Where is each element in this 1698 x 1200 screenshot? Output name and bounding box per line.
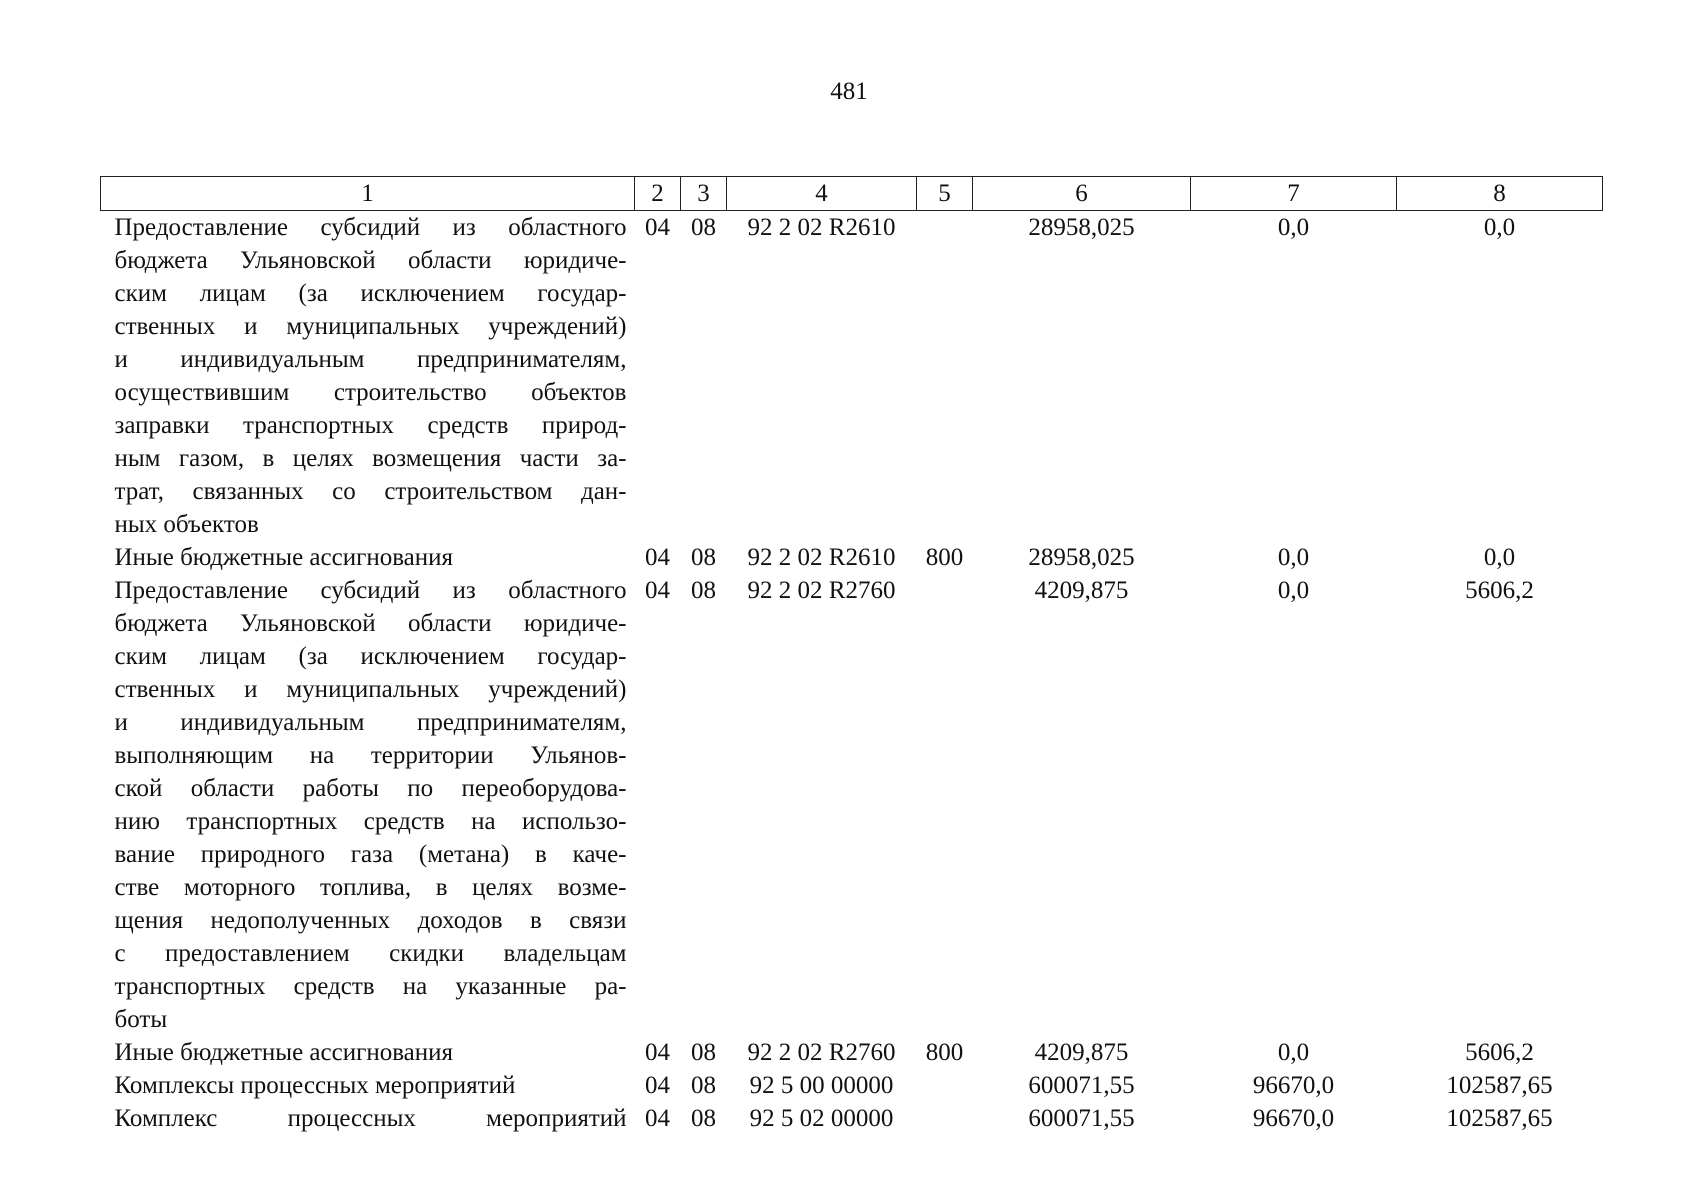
description-line: заправки транспортных средств природ-: [114, 412, 627, 439]
amount-col-7: 0,0: [1277, 544, 1310, 571]
expense-type-code: 800: [925, 544, 964, 571]
expense-type-code: 800: [925, 1039, 964, 1066]
description-line: боты: [114, 1006, 168, 1033]
amount-col-6: 4209,875: [1034, 577, 1129, 604]
subsection-code: 08: [691, 577, 716, 604]
amount-col-8: 0,0: [1483, 544, 1516, 571]
section-code: 04: [645, 1072, 670, 1099]
subsection-code: 08: [691, 1039, 716, 1066]
amount-col-7: 0,0: [1277, 214, 1310, 241]
table-row: [101, 541, 1603, 574]
table-header-row: [101, 177, 1603, 211]
header-col-2: 2: [635, 177, 681, 211]
description-line: ским лицам (за исключением государ-: [114, 280, 627, 307]
description-line: Предоставление субсидий из областного: [114, 214, 627, 241]
header-col-4: 4: [727, 177, 917, 211]
expense-type-code: [917, 574, 973, 1036]
description-line: ственных и муниципальных учреждений): [114, 676, 627, 703]
target-article-code: 92 2 02 R2610: [747, 544, 896, 571]
row-description: [101, 541, 635, 574]
row-description: [101, 1102, 635, 1135]
description-line: ных объектов: [114, 511, 259, 538]
description-line: выполняющим на территории Ульянов-: [114, 742, 627, 769]
subsection-code: 08: [691, 544, 716, 571]
amount-col-6: 4209,875: [1034, 1039, 1129, 1066]
row-description: [101, 1069, 635, 1102]
header-col-8: 8: [1397, 177, 1603, 211]
description-line: Иные бюджетные ассигнования: [114, 1039, 454, 1066]
section-code: 04: [645, 214, 670, 241]
header-col-6: 6: [973, 177, 1191, 211]
amount-col-6: 600071,55: [1028, 1105, 1135, 1132]
description-line: ским лицам (за исключением государ-: [114, 643, 627, 670]
amount-col-6: 28958,025: [1028, 214, 1135, 241]
amount-col-6: 600071,55: [1028, 1072, 1135, 1099]
amount-col-8: 5606,2: [1465, 577, 1534, 604]
description-line: и индивидуальным предпринимателям,: [114, 709, 627, 736]
target-article-code: 92 5 00 00000: [749, 1072, 894, 1099]
table-row: [101, 211, 1603, 542]
description-line: нию транспортных средств на использо-: [114, 808, 627, 835]
description-line: стве моторного топлива, в целях возме-: [114, 874, 627, 901]
description-line: с предоставлением скидки владельцам: [114, 940, 627, 967]
target-article-code: 92 5 02 00000: [749, 1105, 894, 1132]
row-description: [101, 211, 635, 542]
row-description: [101, 574, 635, 1036]
target-article-code: 92 2 02 R2610: [747, 214, 896, 241]
header-col-5: 5: [917, 177, 973, 211]
section-code: 04: [645, 1039, 670, 1066]
description-line: бюджета Ульяновской области юридиче-: [114, 247, 627, 274]
description-line: вание природного газа (метана) в каче-: [114, 841, 627, 868]
description-line: осуществившим строительство объектов: [114, 379, 627, 406]
section-code: 04: [645, 577, 670, 604]
section-code: 04: [645, 1105, 670, 1132]
target-article-code: 92 2 02 R2760: [747, 577, 896, 604]
description-line: транспортных средств на указанные ра-: [114, 973, 627, 1000]
description-line: Предоставление субсидий из областного: [114, 577, 627, 604]
description-line: Комплекс процессных мероприятий: [114, 1105, 627, 1132]
table-row: [101, 1036, 1603, 1069]
row-description: [101, 1036, 635, 1069]
header-col-3: 3: [681, 177, 727, 211]
description-line: щения недополученных доходов в связи: [114, 907, 627, 934]
amount-col-7: 0,0: [1277, 577, 1310, 604]
description-line: трат, связанных со строительством дан-: [114, 478, 627, 505]
description-line: Комплексы процессных мероприятий: [114, 1072, 516, 1099]
amount-col-7: 0,0: [1277, 1039, 1310, 1066]
page-number: 481: [830, 78, 868, 105]
expense-type-code: [917, 211, 973, 542]
description-line: бюджета Ульяновской области юридиче-: [114, 610, 627, 637]
header-col-7: 7: [1191, 177, 1397, 211]
description-line: ственных и муниципальных учреждений): [114, 313, 627, 340]
subsection-code: 08: [691, 1105, 716, 1132]
amount-col-6: 28958,025: [1028, 544, 1135, 571]
budget-table: [100, 176, 1603, 1135]
description-line: Иные бюджетные ассигнования: [114, 544, 454, 571]
amount-col-8: 5606,2: [1465, 1039, 1534, 1066]
amount-col-8: 102587,65: [1446, 1105, 1553, 1132]
table-row: [101, 1069, 1603, 1102]
subsection-code: 08: [691, 214, 716, 241]
expense-type-code: [917, 1102, 973, 1135]
amount-col-7: 96670,0: [1252, 1072, 1335, 1099]
description-line: и индивидуальным предпринимателям,: [114, 346, 627, 373]
header-col-1: 1: [101, 177, 635, 211]
expense-type-code: [917, 1069, 973, 1102]
amount-col-7: 96670,0: [1252, 1105, 1335, 1132]
target-article-code: 92 2 02 R2760: [747, 1039, 896, 1066]
table-row: [101, 1102, 1603, 1135]
section-code: 04: [645, 544, 670, 571]
subsection-code: 08: [691, 1072, 716, 1099]
description-line: ным газом, в целях возмещения части за-: [114, 445, 627, 472]
table-row: [101, 574, 1603, 1036]
amount-col-8: 0,0: [1483, 214, 1516, 241]
description-line: ской области работы по переоборудова-: [114, 775, 627, 802]
amount-col-8: 102587,65: [1446, 1072, 1553, 1099]
